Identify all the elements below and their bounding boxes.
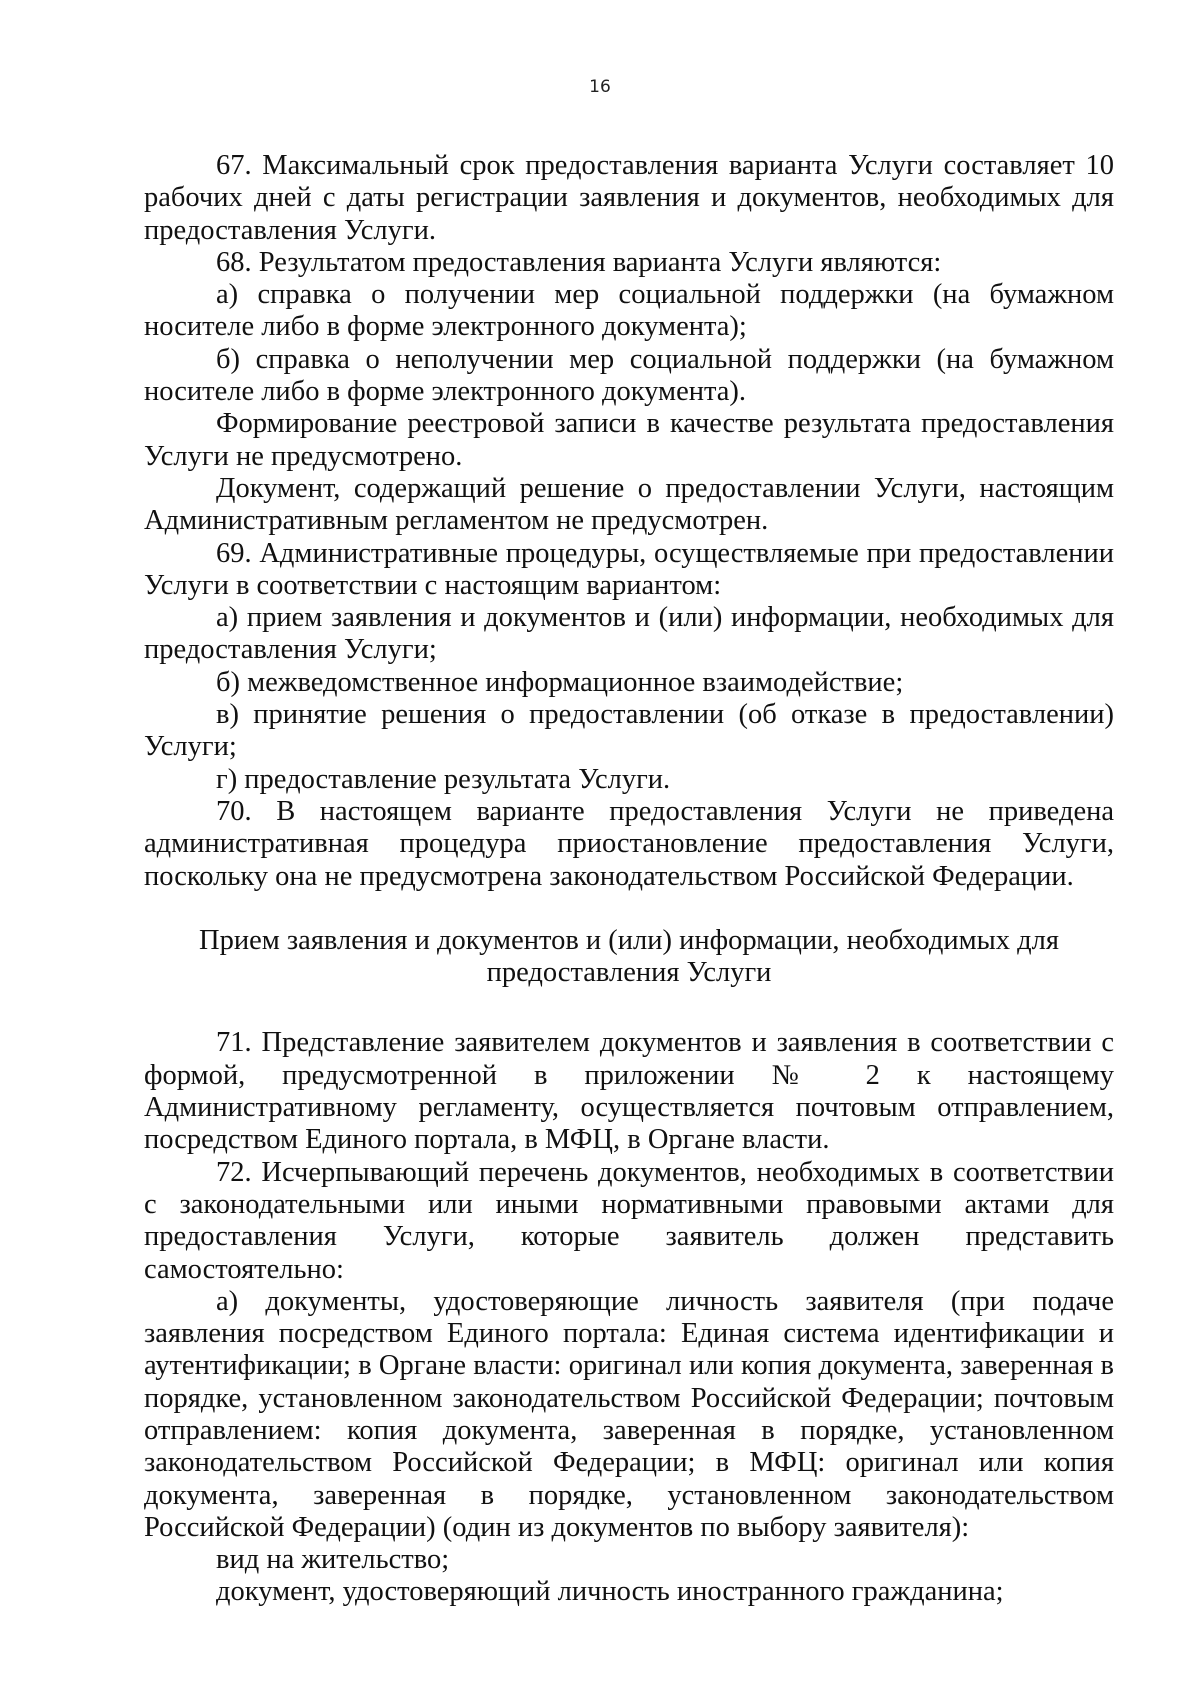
- paragraph-70: 70. В настоящем варианте предоставления Услуги не приведена административная процедура приостановление предоставления Услуги, поскольку она не предусмотрена законодательством Российской Федерации.: [144, 795, 1114, 892]
- paragraph-67: 67. Максимальный срок предоставления варианта Услуги составляет 10 рабочих дней с даты регистрации заявления и документов, необходимых для предоставления Услуги.: [144, 150, 1114, 246]
- paragraph-69-g: г) предоставление результата Услуги.: [216, 763, 671, 795]
- section-heading-line-2: предоставления Услуги: [486, 957, 772, 989]
- paragraph-71: 71. Представление заявителем документов и заявления в соответствии с формой, предусмотренной в приложении № 2 к настоящему Административному регламенту, осуществляется почтовым отправлением, посредством Единого портала, в МФЦ, в Органе власти.: [144, 1027, 1114, 1156]
- paragraph-72: 72. Исчерпывающий перечень документов, необходимых в соответствии с законодательными или иными нормативными правовыми актами для предоставления Услуги, которые заявитель должен представить самостоятельно:: [144, 1156, 1114, 1285]
- list-item-residence-permit: вид на жительство;: [216, 1544, 450, 1576]
- paragraph-68-a: а) справка о получении мер социальной поддержки (на бумажном носителе либо в форме электронного документа);: [144, 279, 1114, 343]
- paragraph-decision-document: Документ, содержащий решение о предоставлении Услуги, настоящим Административным регламентом не предусмотрен.: [144, 472, 1114, 537]
- document-body: [144, 150, 1114, 1609]
- page-number: 16: [589, 77, 611, 97]
- paragraph-69: 69. Административные процедуры, осуществляемые при предоставлении Услуги в соответствии с настоящим вариантом:: [144, 537, 1114, 601]
- paragraph-69-v: в) принятие решения о предоставлении (об отказе в предоставлении) Услуги;: [144, 699, 1114, 763]
- paragraph-68: 68. Результатом предоставления варианта Услуги являются:: [216, 246, 942, 278]
- list-item-foreign-id: документ, удостоверяющий личность иностранного гражданина;: [216, 1576, 1004, 1608]
- paragraph-registry-record: Формирование реестровой записи в качестве результата предоставления Услуги не предусмотрено.: [144, 408, 1114, 472]
- paragraph-72-a: а) документы, удостоверяющие личность заявителя (при подаче заявления посредством Единого портала: Единая система идентификации и аутентификации; в Органе власти: оригинал или копия документа, заверенная в порядке, установленном законодательством Российской Федерации; почтовым отправлением: копия документа, заверенная в порядке, установленном законодательством Российской Федерации; в МФЦ: оригинал или копия документа, заверенная в порядке, установленном законодательством Российской Федерации) (один из документов по выбору заявителя):: [144, 1285, 1114, 1543]
- section-heading-line-1: Прием заявления и документов и (или) информации, необходимых для: [199, 924, 1059, 956]
- paragraph-68-b: б) справка о неполучении мер социальной поддержки (на бумажном носителе либо в форме электронного документа).: [144, 343, 1114, 408]
- paragraph-69-b: б) межведомственное информационное взаимодействие;: [216, 666, 904, 698]
- paragraph-69-a: а) прием заявления и документов и (или) информации, необходимых для предоставления Услуги;: [144, 602, 1114, 666]
